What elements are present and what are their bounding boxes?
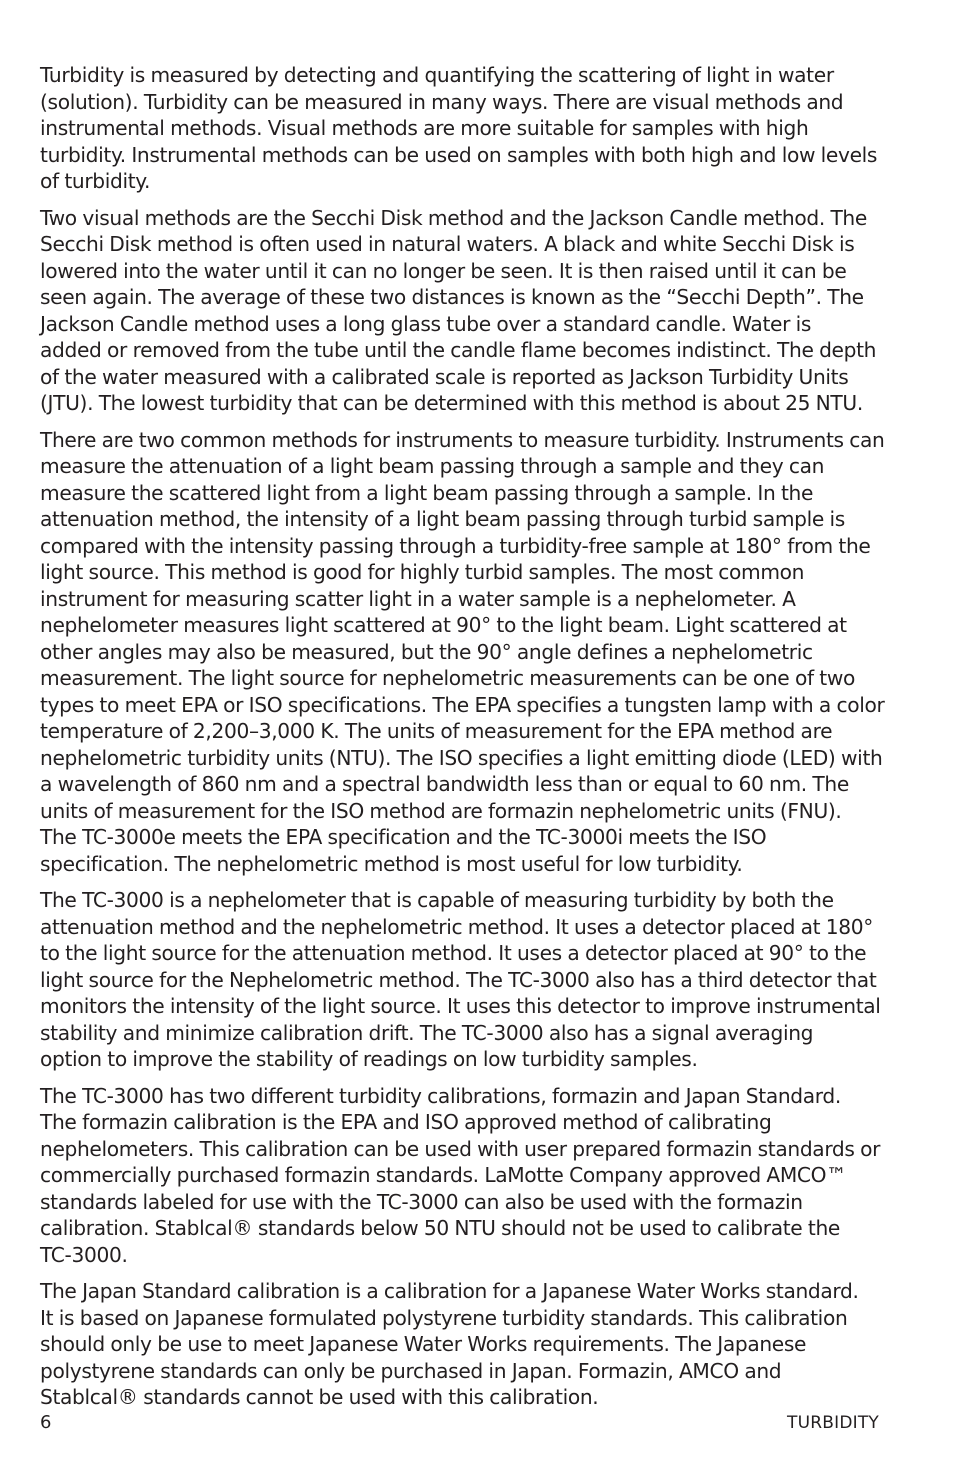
paragraph-japan-standard: The Japan Standard calibration is a calibration for a Japanese Water Works standard. It is based on Japanese formulated polystyrene turbidity standards. This calibration should only be use to meet Japanese Water Works requirements. The Japanese polystyrene standards can only be purchased in Japan. Formazin, AMCO and Stablcal® standards cannot be used with this calibration. xyxy=(40,1279,859,1409)
page-body xyxy=(40,62,890,1421)
paragraph-tc3000-nephelometer: The TC-3000 is a nephelometer that is capable of measuring turbidity by both the attenuation method and the nephelometric method. It uses a detector placed at 180° to the light source for the attenuation method. It uses a detector placed at 90° to the light source for the Nephelometric method. The TC-3000 also has a third detector that monitors the intensity of the light source. It uses this detector to improve instrumental stability and minimize calibration drift. The TC-3000 also has a signal averaging option to improve the stability of readings on low turbidity samples. xyxy=(40,888,881,1071)
paragraph-calibrations: The TC-3000 has two different turbidity calibrations, formazin and Japan Standard. The formazin calibration is the EPA and ISO approved method of calibrating nephelometers. This calibration can be used with user prepared formazin standards or commercially purchased formazin standards. LaMotte Company approved AMCO™ standards labeled for use with the TC-3000 can also be used with the formazin calibration. Stablcal® standards below 50 NTU should not be used to calibrate the TC-3000. xyxy=(40,1083,881,1267)
paragraph-visual-methods: Two visual methods are the Secchi Disk method and the Jackson Candle method. The Secchi Disk method is often used in natural waters. A black and white Secchi Disk is lowered into the water until it can no longer be seen. It is then raised until it can be seen again. The average of these two distances is known as the “Secchi Depth”. The Jackson Candle method uses a long glass tube over a standard candle. Water is added or removed from the tube until the candle flame becomes indistinct. The depth of the water measured with a calibrated scale is reported as Jackson Turbidity Units (JTU). The lowest turbidity that can be determined with this method is about 25 NTU. xyxy=(40,205,877,415)
page-footer xyxy=(40,1410,879,1436)
section-title: TURBIDITY xyxy=(787,1413,879,1433)
page-number: 6 xyxy=(40,1412,52,1433)
paragraph-turbidity-intro: Turbidity is measured by detecting and quantifying the scattering of light in water (solution). Turbidity can be measured in many ways. There are visual methods and instrumental methods. Visual methods are more suitable for samples with high turbidity. Instrumental methods can be used on samples with both high and low levels of turbidity. xyxy=(40,63,878,193)
paragraph-instrument-methods: There are two common methods for instruments to measure turbidity. Instruments can measure the attenuation of a light beam passing through a sample and they can measure the scattered light from a light beam passing through a sample. In the attenuation method, the intensity of a light beam passing through turbid sample is compared with the intensity passing through a turbidity-free sample at 180° from the light source. This method is good for highly turbid samples. The most common instrument for measuring scatter light in a water sample is a nephelometer. A nephelometer measures light scattered at 90° to the light beam. Light scattered at other angles may also be measured, but the 90° angle defines a nephelometric measurement. The light source for nephelometric measurements can be one of two types to meet EPA or ISO specifications. The EPA specifies a tungsten lamp with a color temperature of 2,200–3,000 K. The units of measurement for the EPA method are nephelometric turbidity units (NTU). The ISO specifies a light emitting diode (LED) with a wavelength of 860 nm and a spectral bandwidth less than or equal to 60 nm. The units of measurement for the ISO method are formazin nephelometric units (FNU). The TC-3000e meets the EPA specification and the TC-3000i meets the ISO specification. The nephelometric method is most useful for low turbidity. xyxy=(40,427,885,876)
